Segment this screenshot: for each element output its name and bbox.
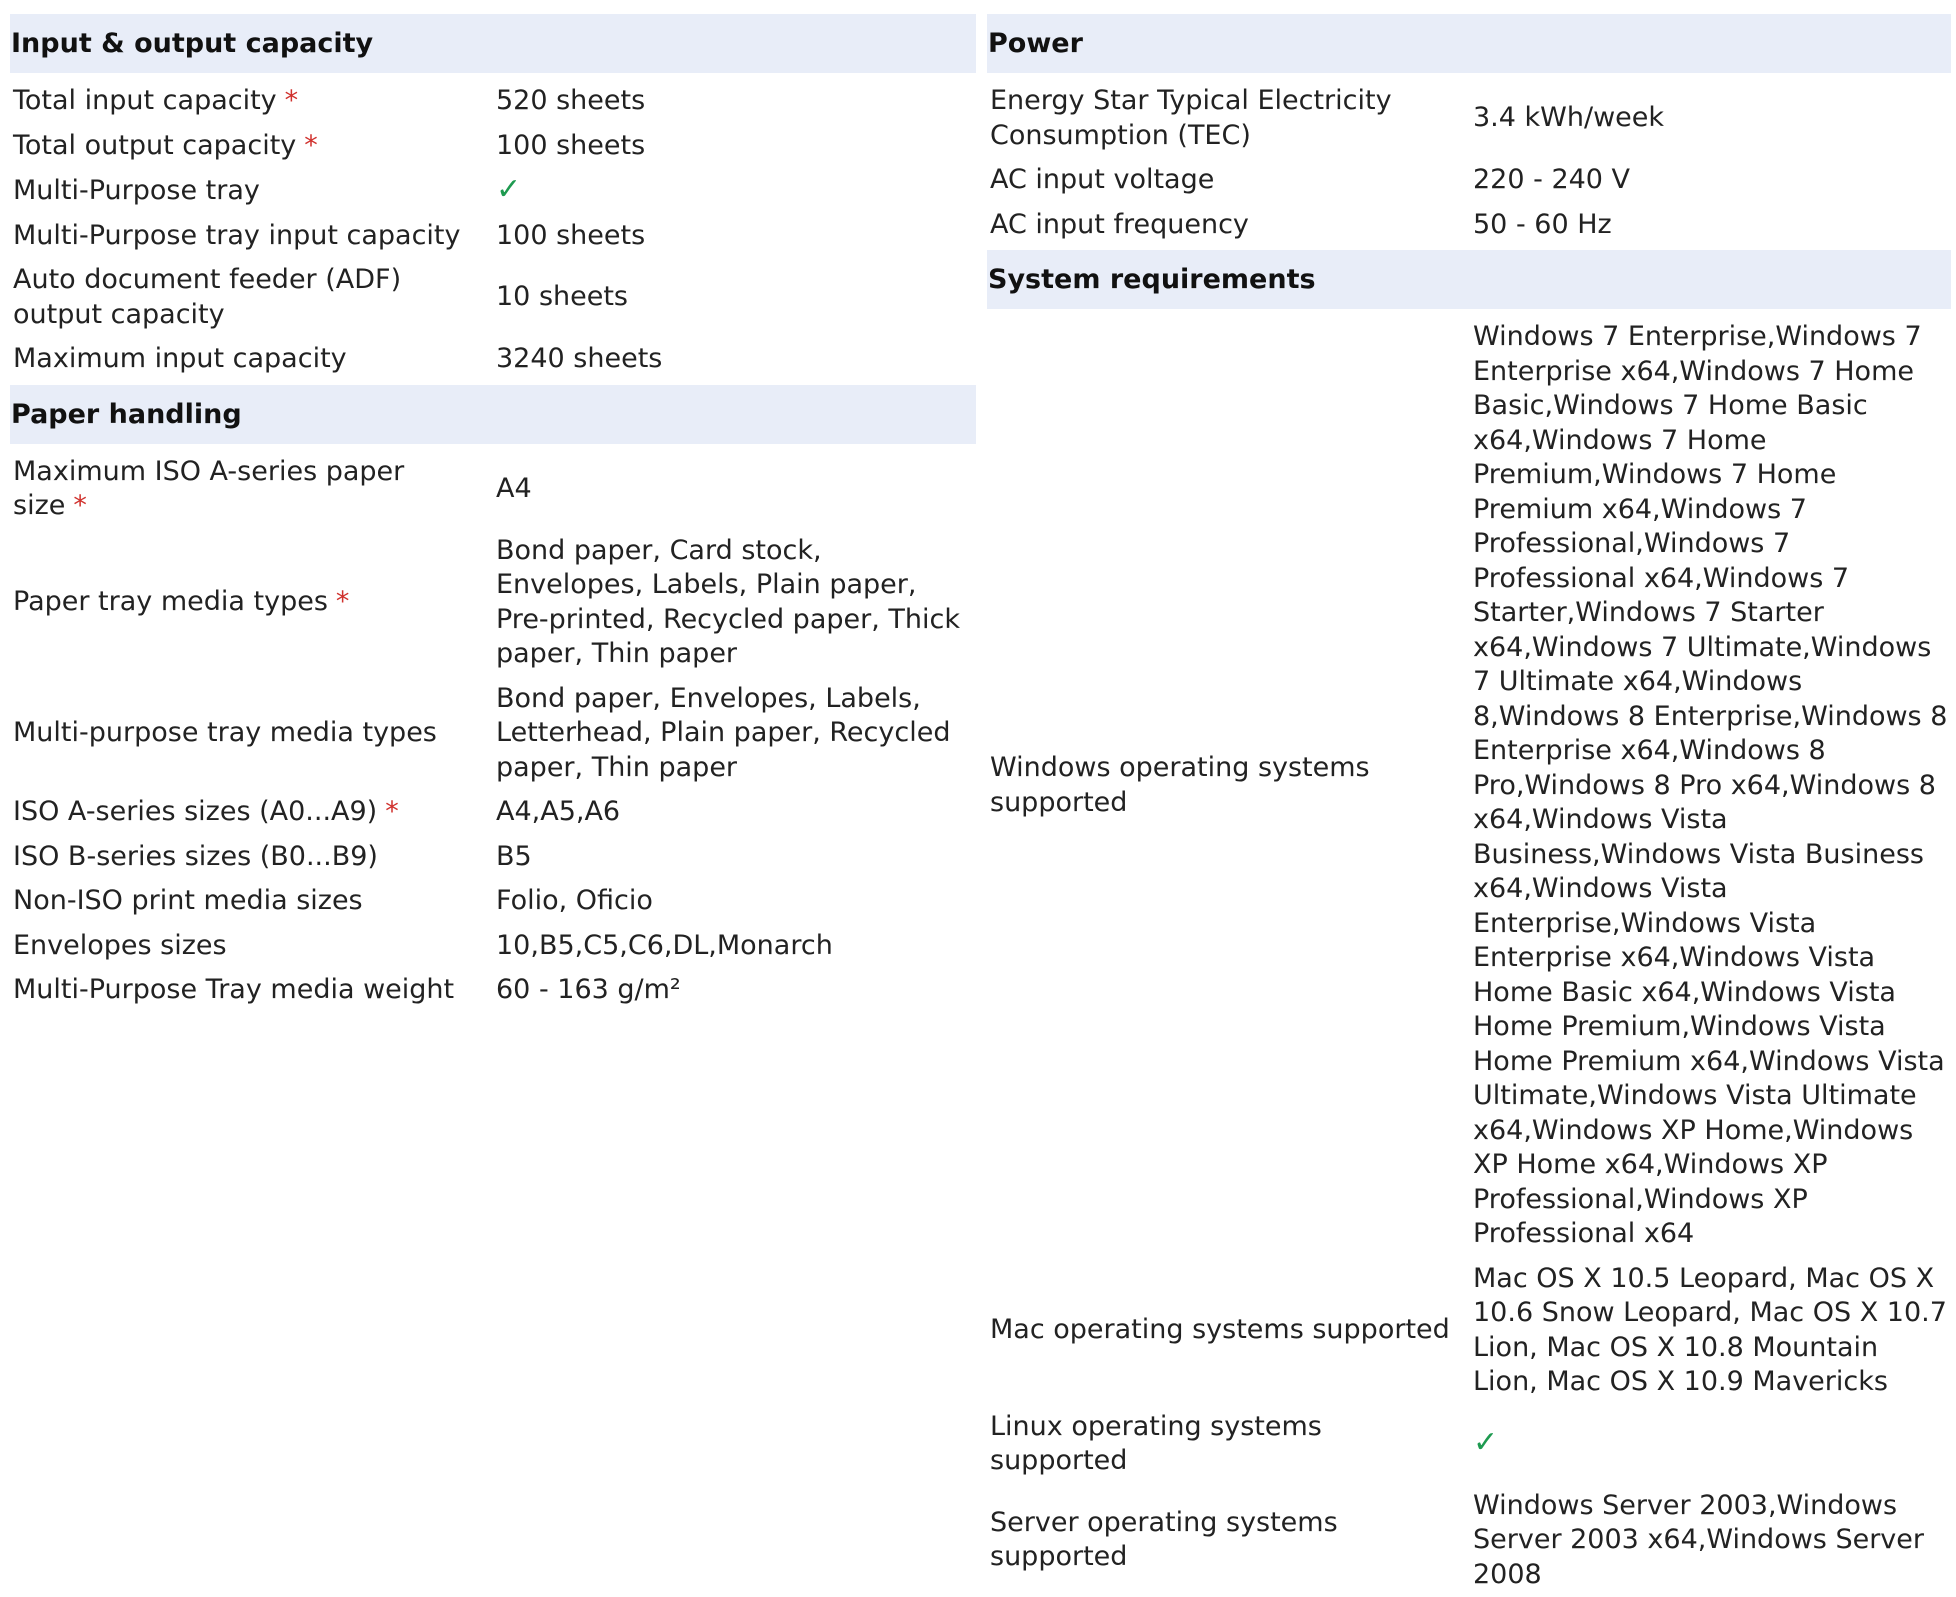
spec-label: Energy Star Typical Electricity Consumption (TEC) xyxy=(987,84,1473,153)
required-marker: * xyxy=(385,796,399,827)
spec-row xyxy=(987,1405,1951,1484)
spec-label: Maximum input capacity xyxy=(10,342,496,377)
spec-label: Paper tray media types * xyxy=(10,585,496,620)
section-header-power: Power xyxy=(987,14,1951,73)
spec-row xyxy=(10,168,976,214)
spec-value: B5 xyxy=(496,840,976,875)
section-header-input-output: Input & output capacity xyxy=(10,14,976,73)
spec-value: 520 sheets xyxy=(496,84,976,119)
spec-row xyxy=(987,203,1951,248)
spec-row xyxy=(10,835,976,880)
spec-value: 60 - 163 g/m² xyxy=(496,973,976,1008)
left-column xyxy=(10,14,976,1013)
required-marker: * xyxy=(285,85,299,116)
spec-label: Multi-Purpose Tray media weight xyxy=(10,973,496,1008)
spec-label: AC input voltage xyxy=(987,163,1473,198)
check-icon: ✓ xyxy=(496,172,521,207)
spec-row xyxy=(10,124,976,169)
spec-row xyxy=(10,258,976,337)
spec-value: A4,A5,A6 xyxy=(496,795,976,830)
spec-row xyxy=(987,158,1951,203)
spec-label: Auto document feeder (ADF) output capacity xyxy=(10,263,496,332)
spec-value: Mac OS X 10.5 Leopard, Mac OS X 10.6 Snow Leopard, Mac OS X 10.7 Lion, Mac OS X 10.8 Mountain Lion, Mac OS X 10.9 Mavericks xyxy=(1473,1262,1951,1400)
required-marker: * xyxy=(73,490,87,521)
spec-value: Folio, Oficio xyxy=(496,884,976,919)
spec-value xyxy=(1473,1426,1951,1462)
spec-row xyxy=(987,1257,1951,1405)
spec-value: 50 - 60 Hz xyxy=(1473,208,1951,243)
spec-value: Windows 7 Enterprise,Windows 7 Enterprise x64,Windows 7 Home Basic,Windows 7 Home Basic x64,Windows 7 Home Premium,Windows 7 Home Premium x64,Windows 7 Professional,Windows 7 Professional x64,Windows 7 Starter,Windows 7 Starter x64,Windows 7 Ultimate,Windows 7 Ultimate x64,Windows 8,Windows 8 Enterprise,Windows 8 Enterprise x64,Windows 8 Pro,Windows 8 Pro x64,Windows 8 x64,Windows Vista Business,Windows Vista Business x64,Windows Vista Enterprise,Windows Vista Enterprise x64,Windows Vista Home Basic x64,Windows Vista Home Premium,Windows Vista Home Premium x64,Windows Vista Ultimate,Windows Vista Ultimate x64,Windows XP Home,Windows XP Home x64,Windows XP Professional,Windows XP Professional x64 xyxy=(1473,320,1951,1252)
required-marker: * xyxy=(336,586,350,617)
spec-label: Total output capacity * xyxy=(10,129,496,164)
spec-row xyxy=(987,315,1951,1257)
spec-row xyxy=(10,968,976,1013)
spec-value: 3240 sheets xyxy=(496,342,976,377)
spec-row xyxy=(10,677,976,791)
spec-row xyxy=(987,79,1951,158)
spec-label: Total input capacity * xyxy=(10,84,496,119)
spec-label: Multi-Purpose tray xyxy=(10,174,496,209)
spec-value: 220 - 240 V xyxy=(1473,163,1951,198)
spec-value: Windows Server 2003,Windows Server 2003 x64,Windows Server 2008 xyxy=(1473,1489,1951,1593)
spec-value: Bond paper, Card stock, Envelopes, Labels, Plain paper, Pre-printed, Recycled paper, Thick paper, Thin paper xyxy=(496,534,976,672)
spec-value: A4 xyxy=(496,472,976,507)
spec-row xyxy=(10,879,976,924)
spec-label: Mac operating systems supported xyxy=(987,1313,1473,1348)
spec-value: 3.4 kWh/week xyxy=(1473,101,1951,136)
right-column xyxy=(987,14,1951,1597)
spec-value: Bond paper, Envelopes, Labels, Letterhead, Plain paper, Recycled paper, Thin paper xyxy=(496,682,976,786)
spec-label: ISO A-series sizes (A0...A9) * xyxy=(10,795,496,830)
spec-row xyxy=(10,790,976,835)
section-header-system-requirements: System requirements xyxy=(987,250,1951,309)
spec-value: 100 sheets xyxy=(496,129,976,164)
required-marker: * xyxy=(304,130,318,161)
spec-row xyxy=(10,450,976,529)
check-icon: ✓ xyxy=(1473,1425,1498,1460)
spec-label: ISO B-series sizes (B0...B9) xyxy=(10,840,496,875)
spec-label: Multi-purpose tray media types xyxy=(10,716,496,751)
spec-value: 10,B5,C5,C6,DL,Monarch xyxy=(496,929,976,964)
spec-label: AC input frequency xyxy=(987,208,1473,243)
spec-value: 10 sheets xyxy=(496,280,976,315)
spec-label: Server operating systems supported xyxy=(987,1506,1473,1575)
spec-row xyxy=(10,337,976,382)
spec-label: Non-ISO print media sizes xyxy=(10,884,496,919)
spec-label: Windows operating systems supported xyxy=(987,751,1473,820)
section-header-paper-handling: Paper handling xyxy=(10,385,976,444)
spec-value xyxy=(496,173,976,209)
spec-label: Maximum ISO A-series paper size * xyxy=(10,455,496,524)
spec-row xyxy=(987,1484,1951,1597)
spec-value: 100 sheets xyxy=(496,219,976,254)
spec-label: Multi-Purpose tray input capacity xyxy=(10,219,496,254)
spec-row xyxy=(10,529,976,677)
spec-row xyxy=(10,214,976,259)
spec-label: Linux operating systems supported xyxy=(987,1410,1473,1479)
spec-row xyxy=(10,924,976,969)
spec-row xyxy=(10,79,976,124)
spec-label: Envelopes sizes xyxy=(10,929,496,964)
